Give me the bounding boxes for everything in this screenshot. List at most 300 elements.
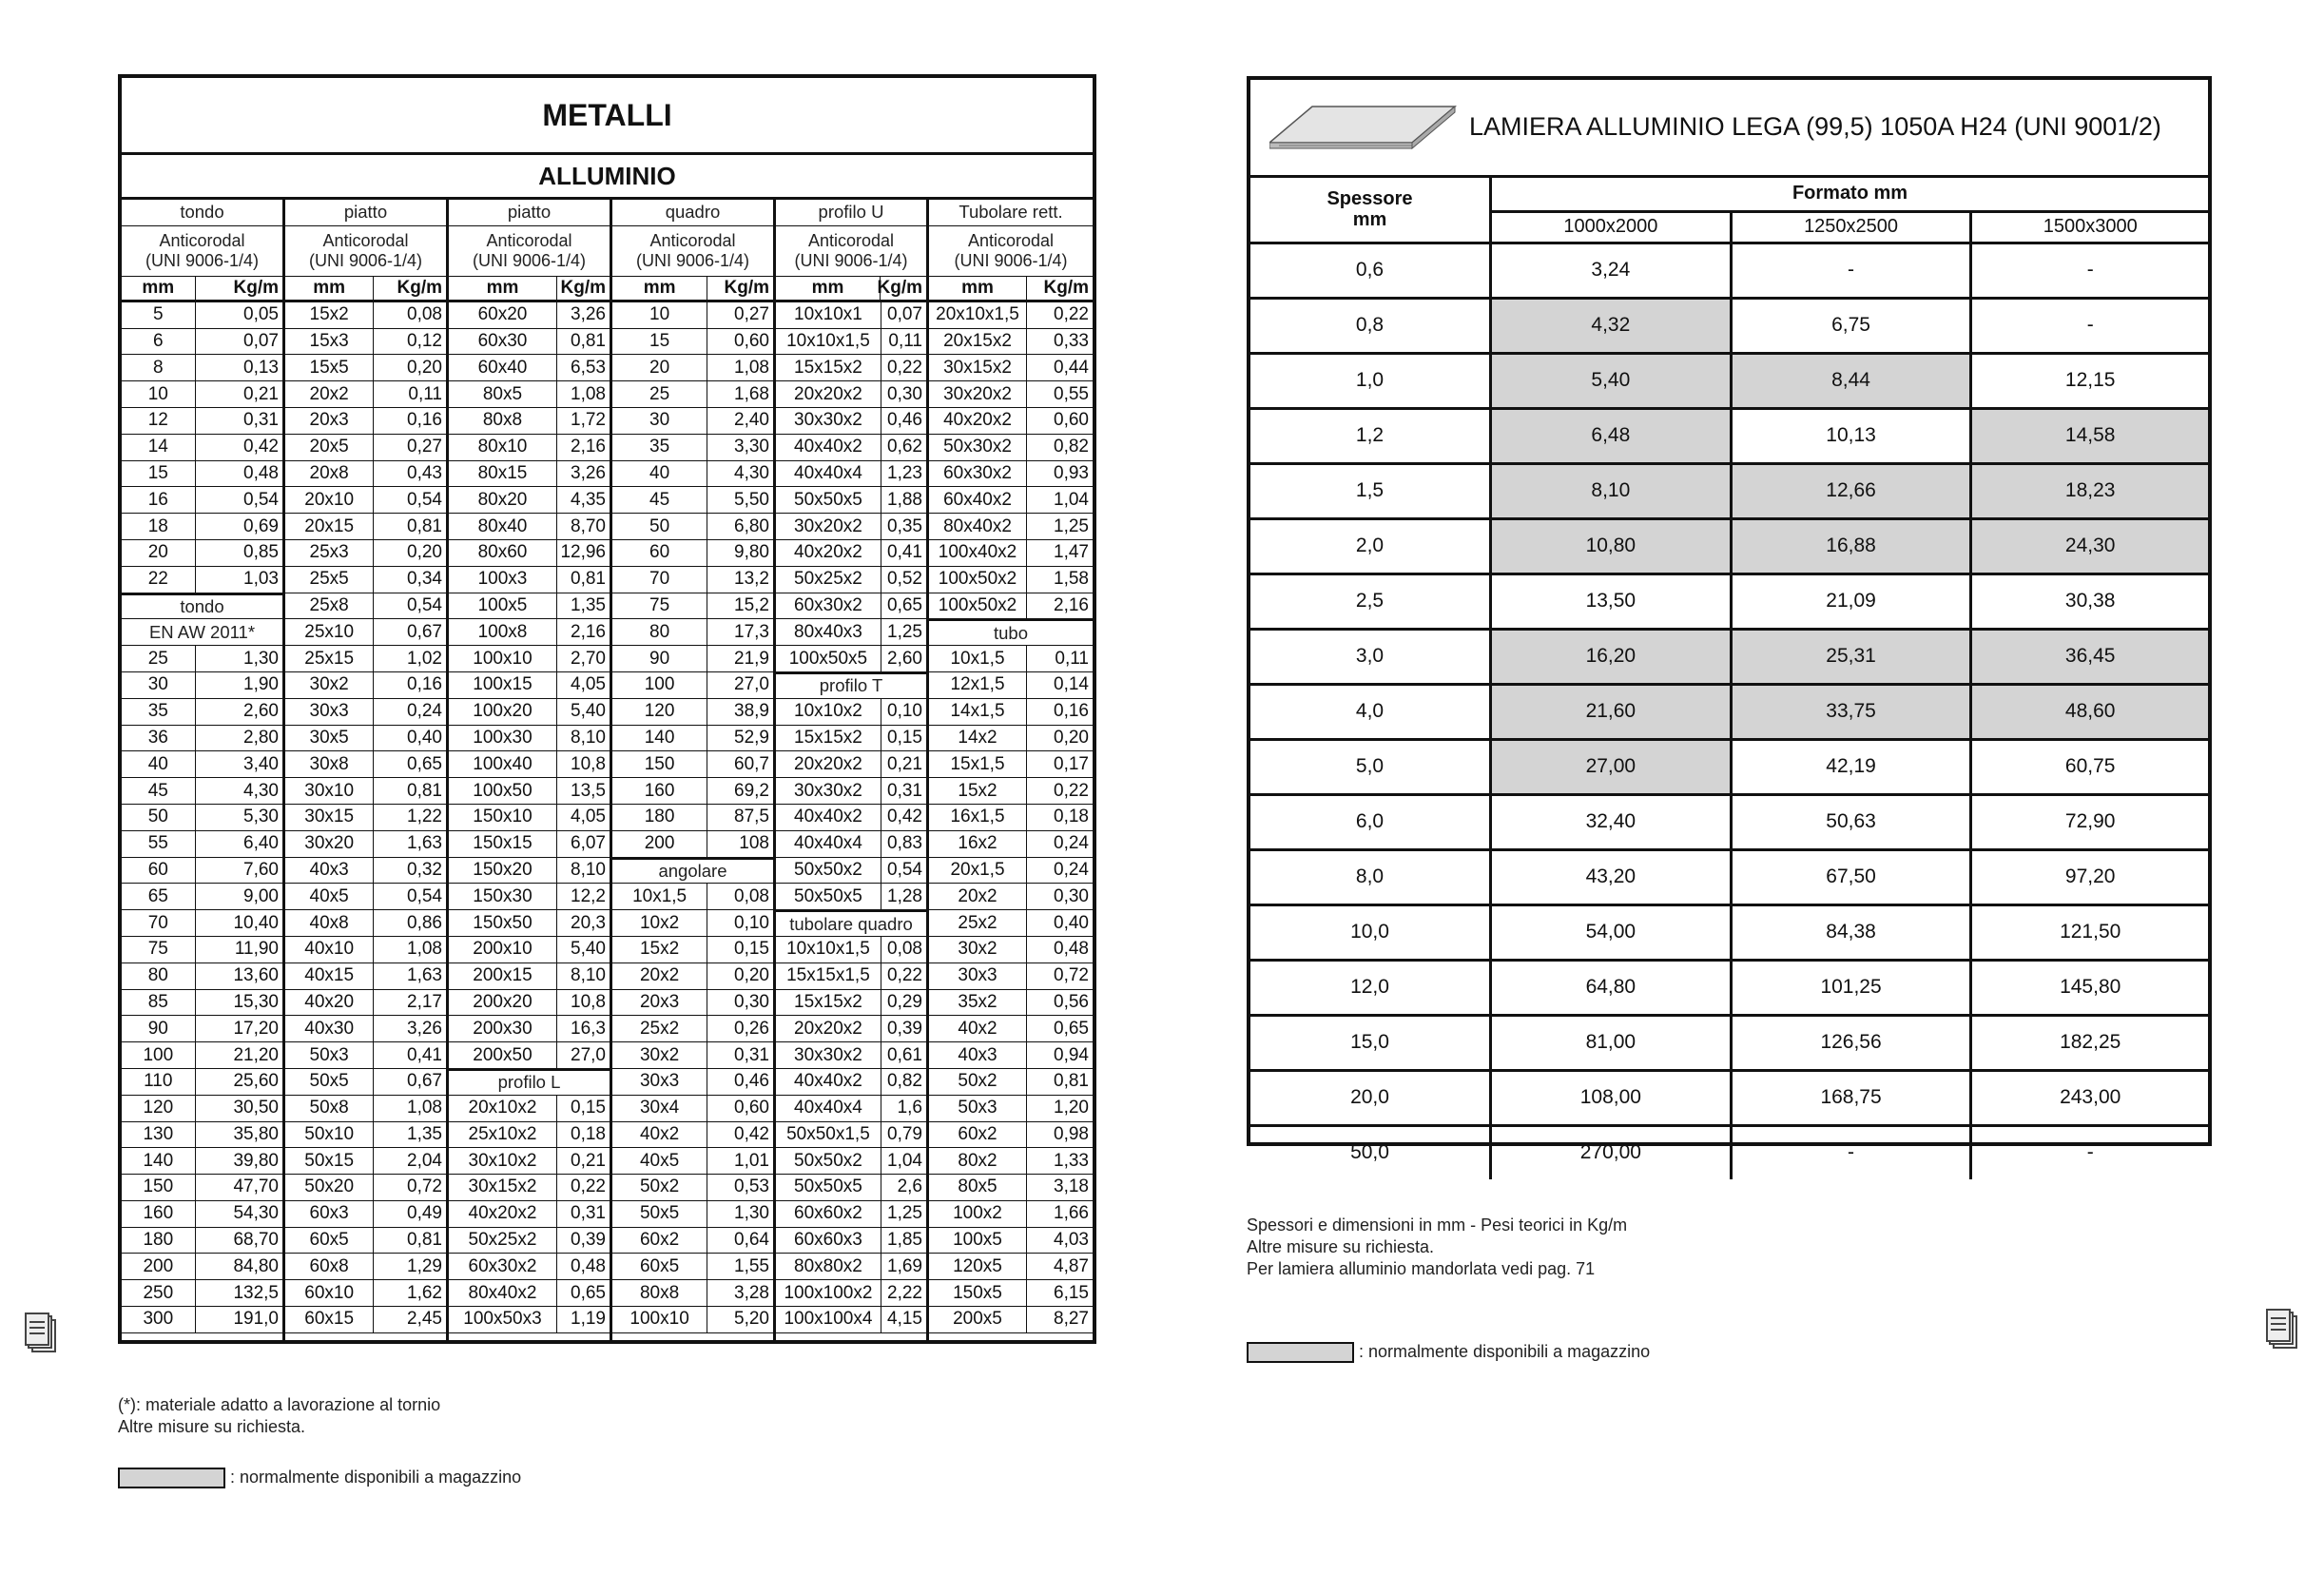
size-value: 40x40x2 <box>776 805 881 830</box>
size-value: 70 <box>612 567 707 593</box>
size-value: 30x15x2 <box>449 1175 557 1200</box>
table-row <box>285 1307 446 1333</box>
table-row <box>776 1148 926 1175</box>
thickness-value: 10,0 <box>1250 904 1491 960</box>
weight-value: 0,67 <box>407 1071 442 1092</box>
weight-value: 0,34 <box>407 569 442 590</box>
weight-value: 4,05 <box>571 807 606 827</box>
table-row <box>285 355 446 381</box>
size-value: 10x10x1 <box>776 302 881 328</box>
weight-value: 1,35 <box>407 1123 442 1144</box>
table-row <box>122 699 282 726</box>
table-row <box>122 751 282 778</box>
weight-value: 47,70 <box>233 1176 279 1197</box>
table-row <box>776 884 926 910</box>
table-row <box>449 1122 610 1149</box>
units-row <box>612 277 773 302</box>
weight-value: 3,24 <box>1491 243 1732 298</box>
column-header: profilo U <box>776 200 926 226</box>
weight-value: 14,58 <box>1971 408 2208 463</box>
weight-value: 4,30 <box>243 780 279 801</box>
weight-value: 9,80 <box>734 542 769 563</box>
left-legend <box>118 1467 521 1488</box>
size-value: 14 <box>122 435 196 460</box>
weight-value: 67,50 <box>1731 849 1971 904</box>
weight-value: 0,98 <box>1054 1123 1089 1144</box>
thickness-value: 20,0 <box>1250 1070 1491 1125</box>
weight-value: 0,18 <box>571 1123 606 1144</box>
table-row <box>612 1201 773 1228</box>
table-row <box>1250 1125 2208 1179</box>
table-row <box>612 461 773 488</box>
table-row <box>612 884 773 910</box>
size-value: 30x3 <box>929 963 1027 989</box>
weight-value: 0,21 <box>571 1150 606 1171</box>
weight-value: 9,00 <box>243 885 279 906</box>
table-row <box>929 858 1093 885</box>
weight-value: 0,31 <box>571 1203 606 1224</box>
table-row <box>449 726 610 752</box>
weight-value: 0,29 <box>887 991 922 1012</box>
table-row <box>122 1201 282 1228</box>
weight-value: 35,80 <box>233 1123 279 1144</box>
table-row <box>285 672 446 699</box>
table-row <box>122 567 282 593</box>
aluminium-table <box>118 74 1096 1344</box>
size-value: 50x2 <box>929 1069 1027 1095</box>
size-value: 30x10 <box>285 778 374 804</box>
size-value: 10x1,5 <box>612 884 707 909</box>
size-value: 30x30x2 <box>776 408 881 434</box>
format-column-header: 1000x2000 <box>1491 211 1732 243</box>
weight-value: 21,60 <box>1491 684 1732 739</box>
weight-value: 0,41 <box>887 542 922 563</box>
table-title: METALLI <box>122 78 1093 155</box>
weight-value: 1,23 <box>887 462 922 483</box>
weight-value: 5,20 <box>734 1309 769 1330</box>
size-value: 110 <box>122 1069 196 1095</box>
weight-value: 0,22 <box>571 1176 606 1197</box>
table-row <box>449 567 610 593</box>
size-value: 40x20x2 <box>929 408 1027 434</box>
weight-value: 32,40 <box>1491 794 1732 849</box>
table-row <box>612 1069 773 1096</box>
weight-value: 0,93 <box>1054 462 1089 483</box>
table-row <box>776 646 926 672</box>
table-row <box>776 1254 926 1280</box>
size-value: 30 <box>612 408 707 434</box>
table-row <box>929 699 1093 726</box>
weight-value: 191,0 <box>233 1309 279 1330</box>
size-value: 75 <box>122 937 196 962</box>
size-value: 80x15 <box>449 461 557 487</box>
size-value: 20 <box>612 355 707 380</box>
weight-value: 0,26 <box>734 1018 769 1039</box>
table-row <box>612 540 773 567</box>
size-value: 35x2 <box>929 990 1027 1016</box>
table-row <box>449 619 610 646</box>
size-value: 150x5 <box>929 1280 1027 1306</box>
weight-value: 0,60 <box>734 330 769 351</box>
table-row <box>612 1016 773 1042</box>
weight-value: 0,81 <box>571 569 606 590</box>
weight-value: 69,2 <box>734 780 769 801</box>
weight-value: 0,44 <box>1054 357 1089 378</box>
weight-value: 1,63 <box>407 965 442 986</box>
weight-value: 1,72 <box>571 410 606 431</box>
size-value: 20x1,5 <box>929 858 1027 884</box>
table-row <box>776 567 926 593</box>
size-value: 14x1,5 <box>929 699 1027 725</box>
table-row <box>776 487 926 514</box>
weight-value: 0,30 <box>734 991 769 1012</box>
size-value: 100x50x3 <box>449 1307 557 1332</box>
weight-value: 0,11 <box>408 383 442 404</box>
size-value: 25x10x2 <box>449 1122 557 1148</box>
table-row <box>612 963 773 990</box>
section-header: tondo <box>122 593 282 620</box>
thickness-value: 50,0 <box>1250 1125 1491 1179</box>
table-row <box>929 487 1093 514</box>
table-row <box>449 672 610 699</box>
size-value: 40x8 <box>285 910 374 936</box>
size-value: 160 <box>612 778 707 804</box>
size-value: 15x5 <box>285 355 374 380</box>
weight-value: 81,00 <box>1491 1015 1732 1070</box>
size-value: 30x3 <box>612 1069 707 1095</box>
weight-value: 48,60 <box>1971 684 2208 739</box>
size-value: 80x40 <box>449 514 557 539</box>
column-header: quadro <box>612 200 773 226</box>
weight-value: 4,32 <box>1491 298 1732 353</box>
table-row <box>1250 684 2208 739</box>
size-value: 100x50x5 <box>776 646 881 671</box>
weight-value: 4,03 <box>1054 1230 1089 1251</box>
size-value: 40x40x4 <box>776 1096 881 1121</box>
weight-value: Kg/m <box>877 277 922 298</box>
size-value: 120x5 <box>929 1254 1027 1279</box>
weight-value: 5,50 <box>734 489 769 510</box>
size-value: 120 <box>122 1096 196 1121</box>
weight-value: 0,16 <box>407 674 442 695</box>
size-value: 60x30 <box>449 329 557 355</box>
table-row <box>285 910 446 937</box>
size-value: 60x2 <box>612 1228 707 1254</box>
table-row <box>776 1042 926 1069</box>
thickness-value: 1,5 <box>1250 463 1491 518</box>
weight-value: 0,41 <box>407 1044 442 1065</box>
table-row <box>122 487 282 514</box>
table-row <box>122 646 282 672</box>
size-value: 16x2 <box>929 831 1027 857</box>
weight-value: 0,56 <box>1054 991 1089 1012</box>
weight-value: 13,60 <box>233 965 279 986</box>
table-row <box>122 1228 282 1254</box>
weight-value: 1,66 <box>1054 1203 1089 1224</box>
size-value: 10x10x2 <box>776 699 881 725</box>
sheet-table <box>1247 76 2212 1163</box>
weight-value: 2,60 <box>887 648 922 669</box>
size-value: 140 <box>122 1148 196 1174</box>
table-row <box>612 1122 773 1149</box>
table-row <box>776 778 926 805</box>
size-value: 30x15 <box>285 805 374 830</box>
table-row <box>122 1069 282 1096</box>
size-value: 25x15 <box>285 646 374 671</box>
right-legend <box>1247 1341 1650 1363</box>
weight-value: 0,54 <box>243 489 279 510</box>
table-row <box>776 619 926 646</box>
table-row <box>122 540 282 567</box>
weight-value: 1,35 <box>571 594 606 615</box>
weight-value: 1,01 <box>734 1150 769 1171</box>
table-row <box>929 1122 1093 1149</box>
weight-value: 15,30 <box>233 991 279 1012</box>
table-row <box>1250 518 2208 574</box>
weight-value: 108,00 <box>1491 1070 1732 1125</box>
table-row <box>929 408 1093 435</box>
size-value: 36 <box>122 726 196 751</box>
profile-column <box>122 200 285 1340</box>
weight-value: 0,49 <box>407 1203 442 1224</box>
weight-value: 84,80 <box>233 1255 279 1276</box>
size-value: 50 <box>612 514 707 539</box>
units-row <box>285 277 446 302</box>
weight-value: 0,39 <box>887 1018 922 1039</box>
table-row <box>285 302 446 329</box>
weight-value: 4,30 <box>734 462 769 483</box>
legend-swatch <box>1247 1342 1354 1363</box>
table-row <box>285 1201 446 1228</box>
weight-value: 6,53 <box>571 357 606 378</box>
size-value: 60 <box>612 540 707 566</box>
weight-value: 68,70 <box>233 1230 279 1251</box>
weight-value: 0,08 <box>407 304 442 325</box>
table-row <box>449 937 610 963</box>
profile-column <box>612 200 776 1340</box>
size-value: 15x15x2 <box>776 355 881 380</box>
sheet-header <box>1250 80 2208 178</box>
weight-value: 0,24 <box>1054 833 1089 854</box>
table-row <box>449 1148 610 1175</box>
table-row <box>1250 849 2208 904</box>
weight-value: 0,11 <box>1055 648 1089 669</box>
column-subheader: Anticorodal (UNI 9006-1/4) <box>929 226 1093 277</box>
size-value: 130 <box>122 1122 196 1148</box>
thickness-value: 5,0 <box>1250 739 1491 794</box>
table-row <box>449 884 610 910</box>
weight-value: 27,0 <box>571 1044 606 1065</box>
weight-value: 0,81 <box>407 780 442 801</box>
weight-value: 2,45 <box>407 1309 442 1330</box>
table-row <box>612 302 773 329</box>
table-row <box>776 1307 926 1333</box>
weight-value: 21,09 <box>1731 574 1971 629</box>
profile-column <box>285 200 449 1340</box>
size-value: 40x3 <box>285 858 374 884</box>
table-row <box>122 329 282 356</box>
table-row <box>929 910 1093 937</box>
table-row <box>285 831 446 858</box>
thickness-value: 1,2 <box>1250 408 1491 463</box>
weight-value: 3,40 <box>243 753 279 774</box>
size-value: 15x15x2 <box>776 990 881 1016</box>
table-row <box>929 990 1093 1017</box>
weight-value: - <box>1971 298 2208 353</box>
column-header: piatto <box>285 200 446 226</box>
weight-value: 0,42 <box>734 1123 769 1144</box>
table-row <box>449 1280 610 1307</box>
table-row <box>612 910 773 937</box>
size-value: 12x1,5 <box>929 672 1027 698</box>
table-row <box>285 1096 446 1122</box>
weight-value: 8,70 <box>571 515 606 536</box>
table-row <box>122 1016 282 1042</box>
sheet-weights-table <box>1250 178 2208 1179</box>
size-value: 30x30x2 <box>776 1042 881 1068</box>
size-value: 100x40 <box>449 751 557 777</box>
size-value: 50x25x2 <box>449 1228 557 1254</box>
table-row <box>776 302 926 329</box>
table-row <box>122 1096 282 1122</box>
weight-value: 6,80 <box>734 515 769 536</box>
size-value: 25x2 <box>612 1016 707 1041</box>
weight-value: 0,46 <box>734 1071 769 1092</box>
weight-value: 54,30 <box>233 1203 279 1224</box>
size-value: 50x50x2 <box>776 858 881 884</box>
size-value: 40x20x2 <box>449 1201 557 1227</box>
weight-value: 0,32 <box>407 859 442 880</box>
size-value: 20 <box>122 540 196 566</box>
weight-value: 0,17 <box>1054 753 1089 774</box>
table-row <box>776 1096 926 1122</box>
weight-value: 0,05 <box>243 304 279 325</box>
size-value: 90 <box>122 1016 196 1041</box>
size-value: 100x2 <box>929 1201 1027 1227</box>
size-value: 20x10x1,5 <box>929 302 1027 328</box>
table-row <box>929 1016 1093 1042</box>
weight-value: 0,83 <box>887 833 922 854</box>
weight-value: 0,62 <box>887 437 922 457</box>
table-row <box>122 990 282 1017</box>
weight-value: 145,80 <box>1971 960 2208 1015</box>
weight-value: 0,52 <box>887 569 922 590</box>
size-value: 30x10x2 <box>449 1148 557 1174</box>
size-value: 100x8 <box>449 619 557 645</box>
table-row <box>285 990 446 1017</box>
size-value: 50x5 <box>285 1069 374 1095</box>
table-row <box>929 593 1093 620</box>
weight-value: 25,60 <box>233 1071 279 1092</box>
table-row <box>929 726 1093 752</box>
size-value: 80x5 <box>449 381 557 407</box>
weight-value: 12,66 <box>1731 463 1971 518</box>
size-value: 80x40x2 <box>929 514 1027 539</box>
size-value: 50x50x5 <box>776 1175 881 1200</box>
table-row <box>776 805 926 831</box>
size-value: 50x3 <box>285 1042 374 1068</box>
size-value: 40x15 <box>285 963 374 989</box>
table-row <box>612 381 773 408</box>
weight-value: 0,60 <box>1054 410 1089 431</box>
column-subheader: Anticorodal (UNI 9006-1/4) <box>285 226 446 277</box>
weight-value: 1,25 <box>1054 515 1089 536</box>
table-row <box>122 910 282 937</box>
table-row <box>612 1175 773 1201</box>
table-row <box>449 1228 610 1254</box>
size-value: mm <box>612 277 707 300</box>
size-value: 25 <box>122 646 196 671</box>
weight-value: 60,75 <box>1971 739 2208 794</box>
size-value: 60x2 <box>929 1122 1027 1148</box>
weight-value: 8,10 <box>571 727 606 748</box>
weight-value: 1,25 <box>887 1203 922 1224</box>
size-value: 18 <box>122 514 196 539</box>
size-value: mm <box>122 277 196 300</box>
weight-value: 1,04 <box>887 1150 922 1171</box>
table-row <box>285 567 446 593</box>
table-row <box>776 408 926 435</box>
weight-value: 7,60 <box>243 859 279 880</box>
table-row <box>122 884 282 910</box>
size-value: 8 <box>122 355 196 380</box>
table-row <box>449 540 610 567</box>
table-row <box>612 567 773 593</box>
weight-value: Kg/m <box>724 277 769 298</box>
weight-value: 2,80 <box>243 727 279 748</box>
weight-value: - <box>1731 1125 1971 1179</box>
table-row <box>776 1069 926 1096</box>
weight-value: 8,10 <box>571 859 606 880</box>
weight-value: 21,20 <box>233 1044 279 1065</box>
weight-value: 0,72 <box>407 1176 442 1197</box>
size-value: 80x5 <box>929 1175 1027 1200</box>
weight-value: 38,9 <box>734 701 769 722</box>
weight-value: Kg/m <box>397 277 442 298</box>
weight-value: 0,11 <box>888 330 922 351</box>
weight-value: 0,54 <box>407 594 442 615</box>
format-header: Formato mm <box>1491 178 2209 211</box>
table-row <box>929 1280 1093 1307</box>
units-row <box>122 277 282 302</box>
table-row <box>929 1148 1093 1175</box>
profile-column <box>449 200 612 1340</box>
size-value: 40x20 <box>285 990 374 1016</box>
weight-value: 0,22 <box>1054 780 1089 801</box>
size-value: 200 <box>122 1254 196 1279</box>
table-row <box>285 646 446 672</box>
weight-value: 0,31 <box>734 1044 769 1065</box>
weight-value: 8,44 <box>1731 353 1971 408</box>
table-row <box>929 1307 1093 1333</box>
table-row <box>929 751 1093 778</box>
weight-value: 16,3 <box>571 1018 606 1039</box>
size-value: 5 <box>122 302 196 328</box>
size-value: 150x30 <box>449 884 557 909</box>
size-value: 16x1,5 <box>929 805 1027 830</box>
weight-value: 0,20 <box>407 542 442 563</box>
table-row <box>929 1228 1093 1254</box>
weight-value: 0,42 <box>243 437 279 457</box>
size-value: 40x3 <box>929 1042 1027 1068</box>
table-row <box>449 1096 610 1122</box>
weight-value: 0,39 <box>571 1230 606 1251</box>
size-value: 20x8 <box>285 461 374 487</box>
size-value: 20x15 <box>285 514 374 539</box>
table-row <box>449 593 610 620</box>
table-row <box>285 751 446 778</box>
weight-value: Kg/m <box>560 277 606 298</box>
